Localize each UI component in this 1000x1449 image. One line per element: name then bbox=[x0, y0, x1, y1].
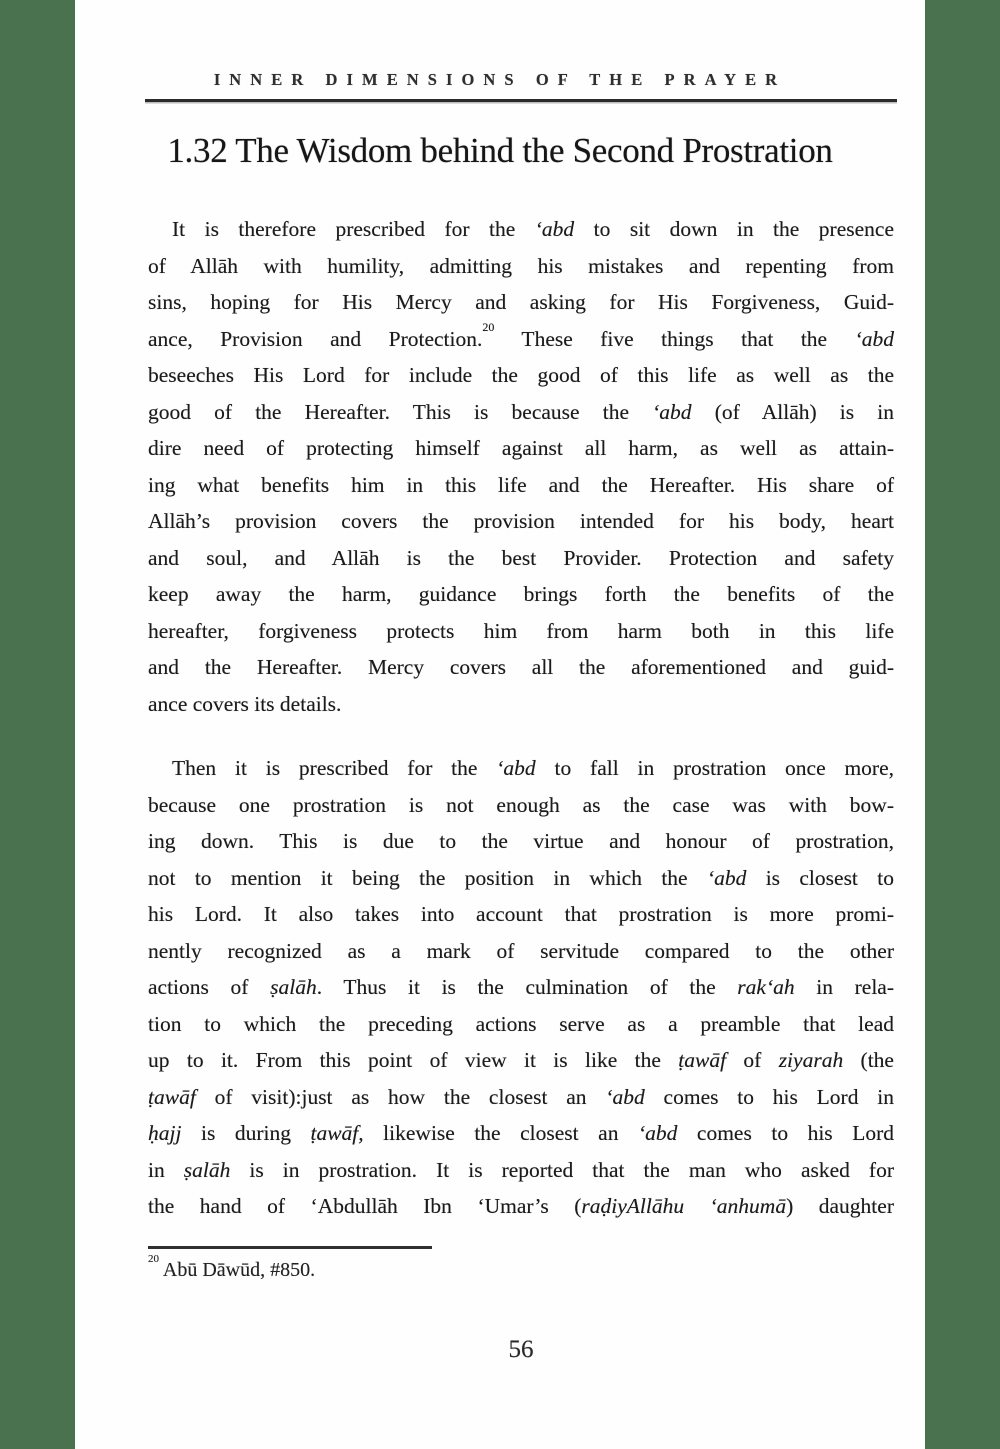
backdrop-left-band bbox=[0, 0, 75, 1449]
text-line: ṭawāf of visit):just as how the closest an ‘abd comes to his Lord in bbox=[148, 1084, 894, 1109]
text-line: actions of ṣalāh. Thus it is the culmination of the rak‘ah in rela- bbox=[148, 975, 894, 999]
section-title: 1.32 The Wisdom behind the Second Prostration bbox=[167, 131, 833, 170]
text-line: beseeches His Lord for include the good of this life as well as the bbox=[148, 363, 894, 387]
text-line: nently recognized as a mark of servitude compared to the other bbox=[148, 938, 894, 963]
body-paragraph-2 bbox=[148, 750, 894, 1225]
page-number: 56 bbox=[508, 1336, 534, 1363]
footnote-marker: 20 bbox=[148, 1253, 159, 1266]
backdrop-right-band bbox=[925, 0, 1000, 1449]
text-line: ance, Provision and Protection.$^{20}$ These five things that the ‘abd bbox=[148, 319, 894, 351]
text-line: dire need of protecting himself against all harm, as well as attain- bbox=[148, 436, 894, 460]
text-line: ing down. This is due to the virtue and honour of prostration, bbox=[148, 829, 894, 853]
text-line: It is therefore prescribed for the ‘abd to sit down in the presence bbox=[172, 217, 894, 241]
page-scan-content bbox=[75, 0, 925, 1449]
text-line: hereafter, forgiveness protects him from harm both in this life bbox=[148, 618, 894, 643]
text-line: ance covers its details. bbox=[148, 691, 342, 716]
text-line: Then it is prescribed for the ‘abd to fall in prostration once more, bbox=[172, 756, 894, 780]
book-page bbox=[75, 0, 925, 1449]
text-line: Allāh’s provision covers the provision intended for his body, heart bbox=[148, 509, 894, 533]
footnote-rule bbox=[148, 1246, 432, 1249]
running-head: INNER DIMENSIONS OF THE PRAYER bbox=[213, 70, 787, 89]
text-line: his Lord. It also takes into account that prostration is more promi- bbox=[148, 902, 894, 926]
footnote bbox=[148, 1253, 894, 1282]
body-paragraph-1 bbox=[148, 211, 894, 722]
text-line: ing what benefits him in this life and the Hereafter. His share of bbox=[148, 472, 894, 497]
footnote-text: Abū Dāwūd, #850. bbox=[162, 1259, 316, 1281]
header-rule bbox=[145, 99, 897, 102]
text-line: of Allāh with humility, admitting his mistakes and repenting from bbox=[148, 253, 894, 278]
text-line: and the Hereafter. Mercy covers all the aforementioned and guid- bbox=[148, 655, 894, 679]
text-line: because one prostration is not enough as the case was with bow- bbox=[148, 792, 894, 817]
text-line: ḥajj is during ṭawāf, likewise the closest an ‘abd comes to his Lord bbox=[148, 1121, 894, 1145]
text-line: up to it. From this point of view it is like the ṭawāf of ziyarah (the bbox=[148, 1048, 894, 1072]
text-line: and soul, and Allāh is the best Provider. Protection and safety bbox=[148, 545, 894, 570]
text-line: keep away the harm, guidance brings forth the benefits of the bbox=[148, 582, 894, 606]
text-line: good of the Hereafter. This is because the ‘abd (of Allāh) is in bbox=[148, 399, 895, 424]
text-line: the hand of ‘Abdullāh Ibn ‘Umar’s (raḍiyAllāhu ‘anhumā) daughter bbox=[148, 1194, 894, 1218]
text-line: tion to which the preceding actions serve as a preamble that lead bbox=[148, 1011, 894, 1036]
text-line: in ṣalāh is in prostration. It is reported that the man who asked for bbox=[148, 1157, 894, 1182]
text-line: sins, hoping for His Mercy and asking for His Forgiveness, Guid- bbox=[148, 290, 894, 314]
text-line: not to mention it being the position in which the ‘abd is closest to bbox=[148, 865, 894, 890]
